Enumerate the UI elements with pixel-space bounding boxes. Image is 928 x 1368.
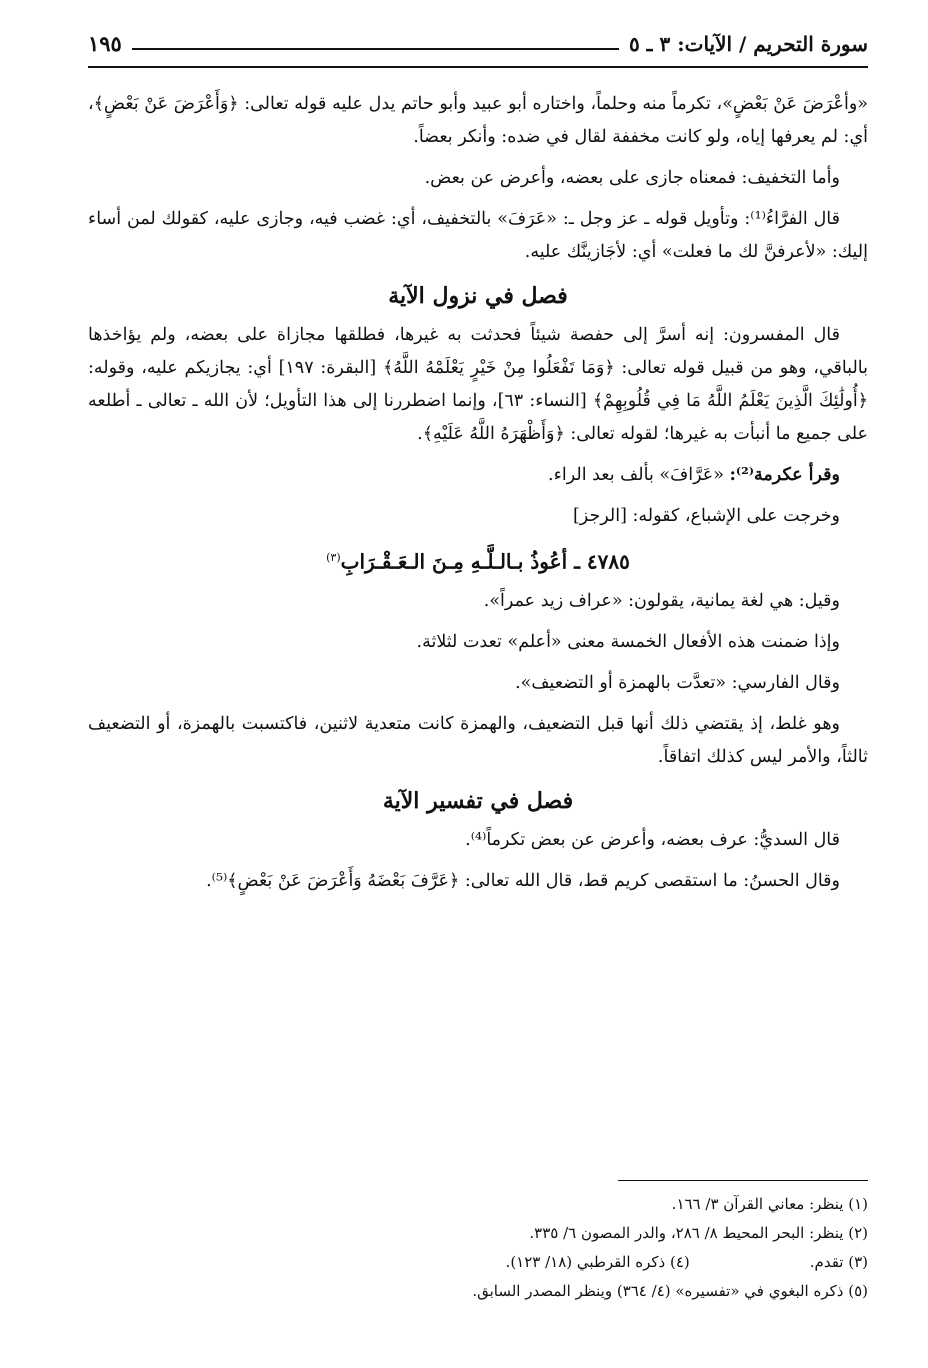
paragraph-2: وأما التخفيف: فمعناه جازى على بعضه، وأعرض عن بعض. — [424, 168, 840, 188]
paragraph-9: وقال الفارسي: «تعدَّت بالهمزة أو التضعيف». — [515, 672, 840, 693]
footnote-row-3-4 — [88, 1248, 868, 1277]
footnotes — [88, 1190, 868, 1306]
header-divider — [88, 66, 868, 68]
paragraph-6: وخرجت على الإشباع، كقوله: [الرجز] — [572, 506, 840, 526]
paragraph-4: قال المفسرون: إنه أسرَّ إلى حفصة شيئاً فحدثت به غيرها، فطلقها مجازاة على بعضه، ولم يؤاخذها بالباقي، وهو من قبيل قوله تعالى: ﴿وَمَا تَفْعَلُوا مِنْ خَيْرٍ يَعْلَمْهُ اللَّهُ﴾ [البقرة: ١٩٧] أي: يجازيكم عليه، وقوله: ﴿أُولَٰئِكَ الَّذِينَ يَعْلَمُ اللَّهُ مَا فِي قُلُوبِهِمْ﴾ [النساء: ٦٣]، وإنما اضطررنا إلى هذا التأويل؛ لأن الله ـ تعالى ـ أطلعه على جميع ما أنبأت به غيرها؛ لقوله تعالى: ﴿وَأَظْهَرَهُ اللَّهُ عَلَيْهِ﴾. — [88, 325, 868, 444]
paragraph-7: وقيل: هي لغة يمانية، يقولون: «عراف زيد عمراً». — [483, 590, 840, 611]
paragraph-8: وإذا ضمنت هذه الأفعال الخمسة معنى «أعلم» تعدت لثلاثة. — [416, 631, 840, 652]
paragraph-12: وقال الحسنُ: ما استقصى كريم قط، قال الله تعالى: ﴿عَرَّفَ بَعْضَهُ وَأَعْرَضَ عَنْ بَعْضٍ﴾⁽⁵⁾. — [206, 870, 840, 891]
footnote-separator — [618, 1180, 868, 1181]
paragraph-10: وهو غلط، إذ يقتضي ذلك أنها قبل التضعيف، والهمزة كانت متعدية لاثنين، فاكتسبت بالهمزة، أو التضعيف ثالثاً، والأمر ليس كذلك اتفاقاً. — [88, 713, 868, 767]
header-title: سورة التحريم / الآيات: ٣ ـ ٥ — [628, 32, 868, 56]
paragraph-5-text: «عَرَّافَ» بألف بعد الراء. — [548, 465, 730, 485]
footnote-3: (٣) تقدم. — [809, 1253, 868, 1271]
verse-footnote-ref: (٣) — [326, 551, 341, 564]
paragraph-11: قال السديُّ: عرف بعضه، وأعرض عن بعض تكرماً⁽⁴⁾. — [465, 829, 840, 850]
book-page — [88, 28, 868, 1348]
footnote-1: (١) ينظر: معاني القرآن ٣/ ١٦٦. — [671, 1195, 868, 1213]
running-header — [88, 28, 868, 58]
section-heading-tafsir: فصل في تفسير الآية — [382, 787, 574, 814]
footnote-2: (٢) ينظر: البحر المحيط ٨/ ٢٨٦، والدر المصون ٦/ ٣٣٥. — [529, 1224, 868, 1242]
poetry-verse — [88, 541, 868, 579]
verse-text: ٤٧٨٥ ـ أعُوذُ بـالـلَّـهِ مِـنَ الـعَـقْـرَابِ — [340, 549, 630, 574]
page-number: ١٩٥ — [88, 31, 122, 56]
paragraph-3: قال الفرَّاءُ⁽¹⁾: وتأويل قوله ـ عز وجل ـ: «عَرَفَ» بالتخفيف، أي: غضب فيه، وجازى عليه، كقولك لمن أساء إليك: «لأعرفنَّ لك ما فعلت» أي: لأجَازينَّك عليه. — [88, 209, 868, 262]
footnote-4: (٤) ذكره القرطبي (١٨/ ١٢٣). — [505, 1253, 690, 1271]
header-rule — [132, 48, 619, 50]
page-body — [88, 88, 868, 906]
paragraph-1: «وأعْرَضَ عَنْ بَعْضٍ»، تكرماً منه وحلماً، واختاره أبو عبيد وأبو حاتم يدل عليه قوله تعالى: ﴿وَأَعْرَضَ عَنْ بَعْضٍ﴾، أي: لم يعرفها إياه، ولو كانت مخففة لقال في ضده: وأنكر بعضاً. — [88, 94, 868, 147]
paragraph-5 — [88, 459, 868, 492]
section-heading-revelation: فصل في نزول الآية — [388, 283, 568, 309]
footnote-5: (٥) ذكره البغوي في «تفسيره» (٤/ ٣٦٤) وينظر المصدر السابق. — [472, 1282, 868, 1300]
reader-name: وقرأ عكرمة⁽²⁾: — [729, 465, 840, 485]
